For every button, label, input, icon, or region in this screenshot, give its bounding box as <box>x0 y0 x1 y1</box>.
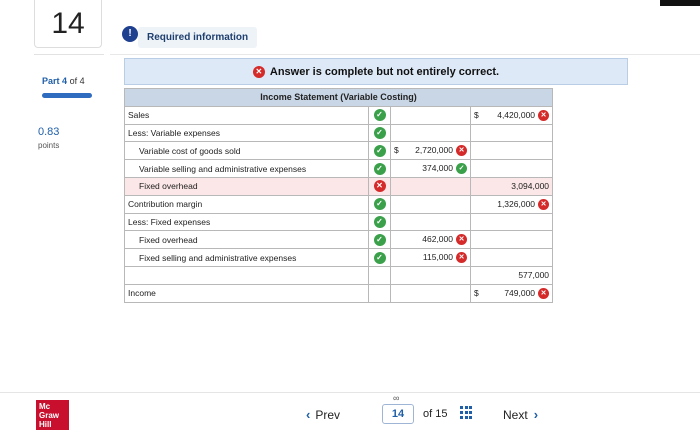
incorrect-icon: ✕ <box>538 110 549 121</box>
row-label[interactable]: Less: Fixed expenses <box>125 213 369 231</box>
statement-row <box>125 106 553 124</box>
link-icon: ∞ <box>393 393 400 403</box>
incorrect-icon: ✕ <box>253 66 265 78</box>
expense-amount-cell[interactable] <box>391 249 471 267</box>
income-statement-table <box>124 88 553 303</box>
amount-value: 4,420,000 <box>497 109 536 120</box>
row-label[interactable]: Fixed overhead <box>125 231 369 249</box>
check-icon: ✓ <box>374 234 386 246</box>
total-amount-cell[interactable] <box>471 231 553 249</box>
row-label[interactable]: Fixed overhead <box>125 177 369 195</box>
row-label[interactable]: Contribution margin <box>125 195 369 213</box>
total-amount-cell[interactable] <box>471 177 553 195</box>
row-status <box>369 266 391 284</box>
expense-amount-cell[interactable] <box>391 213 471 231</box>
expense-amount-cell[interactable] <box>391 142 471 160</box>
expense-amount-cell[interactable] <box>391 195 471 213</box>
row-status <box>369 142 391 160</box>
sidebar-divider <box>34 54 104 55</box>
expense-amount-cell[interactable] <box>391 106 471 124</box>
statement-row <box>125 124 553 142</box>
prev-label: Prev <box>315 407 341 422</box>
amount-value: 115,000 <box>422 251 453 262</box>
amount-value: 1,326,000 <box>497 198 536 209</box>
total-amount-cell[interactable] <box>471 124 553 142</box>
expense-amount-cell[interactable] <box>391 266 471 284</box>
top-edge-bar <box>660 0 700 6</box>
total-amount-cell[interactable] <box>471 142 553 160</box>
check-icon: ✓ <box>374 163 386 175</box>
amount-value: 374,000 <box>422 162 453 173</box>
current-page-box[interactable]: 14 <box>382 404 414 424</box>
statement-row <box>125 249 553 267</box>
statement-row <box>125 231 553 249</box>
question-number: 14 <box>34 0 102 48</box>
row-status <box>369 106 391 124</box>
grid-menu-icon[interactable] <box>460 406 474 420</box>
dollar-sign: $ <box>394 145 399 156</box>
total-amount-cell[interactable] <box>471 160 553 178</box>
incorrect-icon: ✕ <box>456 252 467 263</box>
score-value: 0.83 <box>38 126 60 138</box>
answer-status-banner <box>124 58 628 85</box>
incorrect-icon: ✕ <box>374 180 386 192</box>
row-label[interactable]: Income <box>125 284 369 302</box>
expense-amount-cell[interactable] <box>391 124 471 142</box>
row-label[interactable]: Less: Variable expenses <box>125 124 369 142</box>
total-amount-cell[interactable] <box>471 195 553 213</box>
total-amount-cell[interactable] <box>471 284 553 302</box>
amount-value: 577,000 <box>518 270 550 281</box>
expense-amount-cell[interactable] <box>391 177 471 195</box>
row-status <box>369 249 391 267</box>
mcgraw-hill-logo: Mc Graw Hill <box>36 400 69 430</box>
statement-row <box>125 160 553 178</box>
expense-amount-cell[interactable] <box>391 160 471 178</box>
main-divider <box>110 54 700 55</box>
check-icon: ✓ <box>374 145 386 157</box>
total-amount-cell[interactable] <box>471 266 553 284</box>
row-status <box>369 213 391 231</box>
statement-row <box>125 177 553 195</box>
incorrect-icon: ✕ <box>456 234 467 245</box>
check-icon: ✓ <box>374 216 386 228</box>
row-label[interactable]: Variable selling and administrative expenses <box>125 160 369 178</box>
row-label[interactable]: Fixed selling and administrative expenses <box>125 249 369 267</box>
statement-row <box>125 195 553 213</box>
part-label: Part 4 <box>42 76 68 86</box>
next-button[interactable] <box>503 407 538 422</box>
expense-amount-cell[interactable] <box>391 231 471 249</box>
row-status <box>369 195 391 213</box>
part-indicator <box>42 76 85 86</box>
total-amount-cell[interactable] <box>471 213 553 231</box>
check-icon: ✓ <box>374 252 386 264</box>
row-status <box>369 231 391 249</box>
part-progress-bar <box>42 93 92 98</box>
row-status <box>369 177 391 195</box>
check-icon: ✓ <box>456 163 467 174</box>
dollar-sign: $ <box>474 287 479 298</box>
total-amount-cell[interactable] <box>471 106 553 124</box>
page-of-text: of 15 <box>423 408 448 420</box>
incorrect-icon: ✕ <box>538 288 549 299</box>
incorrect-icon: ✕ <box>456 145 467 156</box>
statement-row <box>125 142 553 160</box>
row-status <box>369 160 391 178</box>
footer-divider <box>0 392 700 393</box>
row-status <box>369 124 391 142</box>
statement-row <box>125 266 553 284</box>
required-information-tab[interactable] <box>122 19 257 48</box>
amount-value: 2,720,000 <box>415 145 453 156</box>
required-information-label: Required information <box>138 27 257 48</box>
answer-status-text: Answer is complete but not entirely correct. <box>269 65 500 78</box>
dollar-sign: $ <box>474 109 479 120</box>
score-unit: points <box>38 141 60 150</box>
prev-button[interactable] <box>306 407 340 422</box>
amount-value: 3,094,000 <box>511 181 550 192</box>
next-label: Next <box>503 407 528 422</box>
statement-row <box>125 284 553 302</box>
check-icon: ✓ <box>374 198 386 210</box>
check-icon: ✓ <box>374 109 386 121</box>
part-of: of 4 <box>69 76 85 86</box>
info-alert-icon: ! <box>122 26 138 42</box>
expense-amount-cell[interactable] <box>391 284 471 302</box>
chevron-right-icon: › <box>533 407 539 422</box>
row-status <box>369 284 391 302</box>
income-statement-title: Income Statement (Variable Costing) <box>125 89 553 107</box>
total-amount-cell[interactable] <box>471 249 553 267</box>
incorrect-icon: ✕ <box>538 199 549 210</box>
amount-value: 749,000 <box>504 287 536 298</box>
row-label[interactable]: Sales <box>125 106 369 124</box>
amount-value: 462,000 <box>422 234 453 245</box>
row-label[interactable]: Variable cost of goods sold <box>125 142 369 160</box>
row-label[interactable] <box>125 266 369 284</box>
chevron-left-icon: ‹ <box>306 407 311 422</box>
statement-row <box>125 213 553 231</box>
check-icon: ✓ <box>374 127 386 139</box>
